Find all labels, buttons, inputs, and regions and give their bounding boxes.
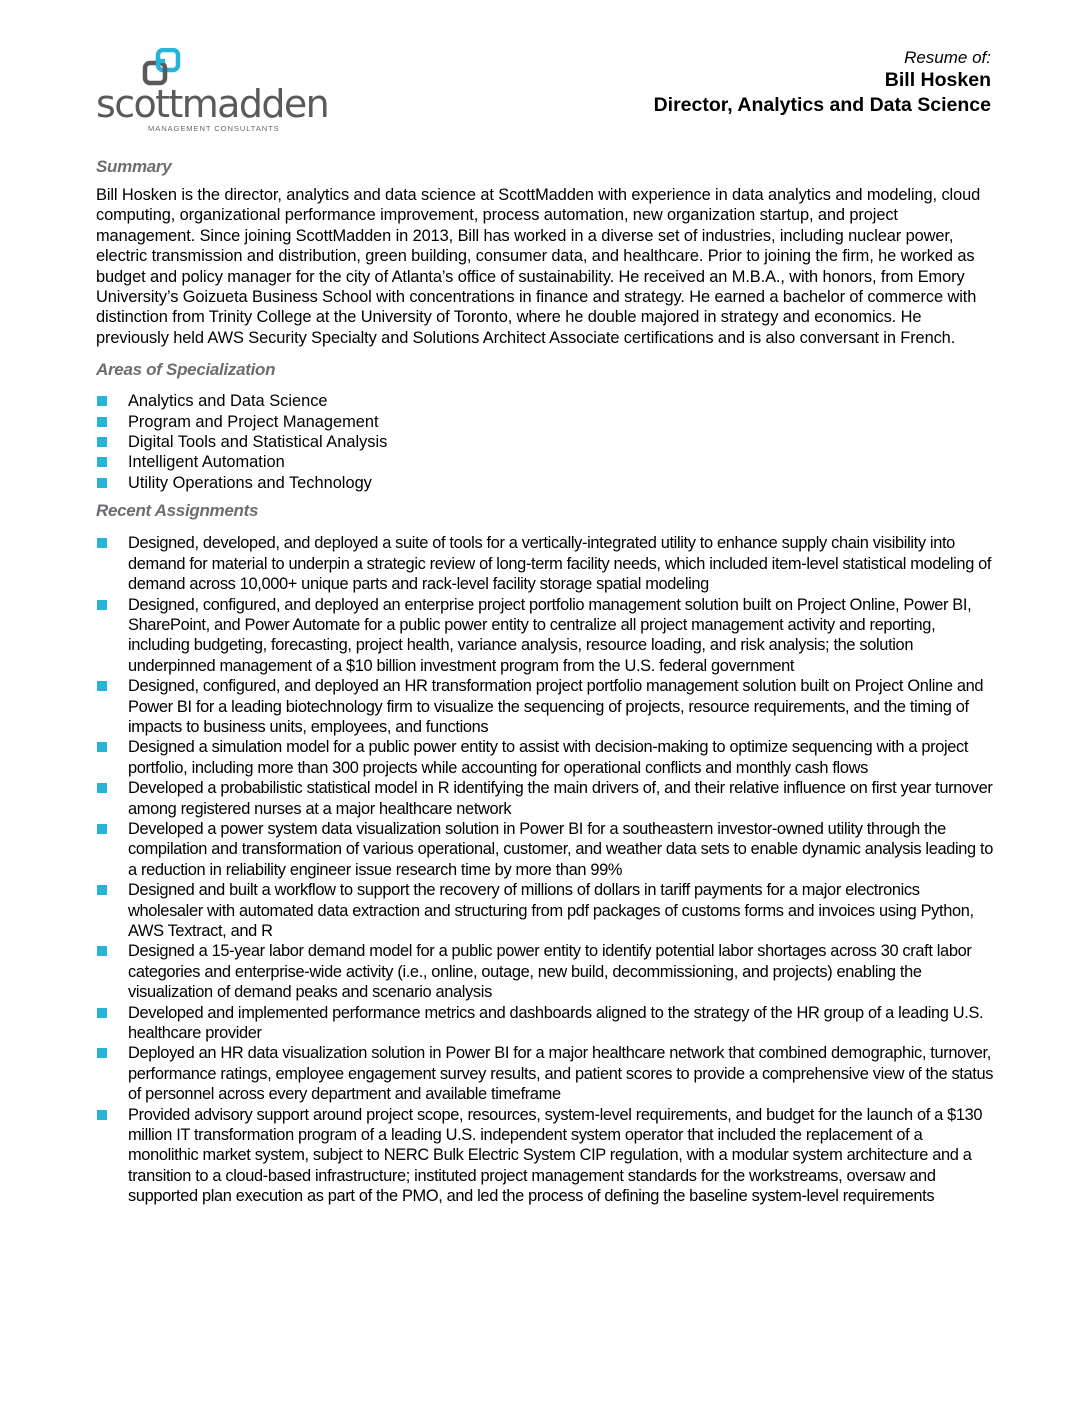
specialization-heading: Areas of Specialization	[96, 360, 276, 380]
square-bullet-icon	[97, 457, 107, 467]
list-item	[96, 432, 996, 452]
list-item	[96, 819, 996, 880]
specialization-list	[96, 391, 996, 493]
square-bullet-icon	[97, 600, 107, 610]
list-item-text: Designed a simulation model for a public power entity to assist with decision-making to optimize sequencing with a project portfolio, including more than 300 projects while accounting for operational conflicts and monthly cash flows	[128, 738, 969, 777]
summary-heading: Summary	[96, 157, 172, 176]
list-item	[96, 778, 996, 819]
list-item-text: Designed and built a workflow to support the recovery of millions of dollars in tariff payments for a major electronics wholesaler with automated data extraction and structuring from pdf packages of customs forms and invoices using Python, AWS Textract, and R	[128, 881, 974, 940]
resume-body	[96, 155, 996, 1207]
candidate-name: Bill Hosken	[884, 69, 991, 91]
resume-header	[654, 48, 991, 118]
square-bullet-icon	[97, 1048, 107, 1058]
square-bullet-icon	[97, 783, 107, 793]
list-item-text: Provided advisory support around project scope, resources, system-level requirements, and budget for the launch of a $130 million IT transformation program of a leading U.S. independent system operator that included the replacement of a monolithic market system, subject to NERC Bulk Electric System CIP regulation, with a modular system architecture and a transition to a cloud-based infrastructure; instituted project management standards for the workstreams, oversaw and supported plan execution as part of the PMO, and led the process of defining the baseline system-level requirements	[128, 1105, 983, 1206]
list-item-text: Developed a probabilistic statistical model in R identifying the main drivers of, and their relative influence on first year turnover among registered nurses at a major healthcare network	[128, 779, 993, 818]
candidate-title: Director, Analytics and Data Science	[653, 94, 991, 116]
square-bullet-icon	[97, 824, 107, 834]
list-item	[96, 1043, 996, 1104]
logo-wordmark: scottmadden	[96, 82, 329, 126]
company-logo	[96, 46, 329, 136]
square-bullet-icon	[97, 946, 107, 956]
list-item-text: Intelligent Automation	[128, 453, 285, 472]
assignments-list	[96, 533, 996, 1206]
square-bullet-icon	[97, 478, 107, 488]
list-item	[96, 473, 996, 493]
list-item-text: Deployed an HR data visualization solution in Power BI for a major healthcare network that combined demographic, turnover, performance ratings, employee engagement survey results, and patient scores to provide a comprehensive view of the status of personnel across every department and available timeframe	[128, 1044, 994, 1104]
list-item-text: Designed a 15-year labor demand model for a public power entity to identify potential labor shortages across 30 craft labor categories and enterprise-wide activity (i.e., online, outage, new build, decommissioning, and projects) enabling the visualization of demand peaks and scenario analysis	[128, 942, 972, 1002]
square-bullet-icon	[97, 1008, 107, 1018]
square-bullet-icon	[97, 1110, 107, 1120]
list-item-text: Developed a power system data visualization solution in Power BI for a southeastern investor-owned utility through the compilation and transformation of various operational, customer, and weather data sets to enable dynamic analysis leading to a reduction in reliability engineer issue research time by more than 99%	[128, 819, 993, 879]
list-item	[96, 737, 996, 778]
list-item-text: Developed and implemented performance metrics and dashboards aligned to the strategy of the HR group of a leading U.S. healthcare provider	[128, 1003, 984, 1043]
list-item	[96, 412, 996, 432]
square-bullet-icon	[97, 417, 107, 427]
list-item-text: Program and Project Management	[128, 412, 379, 431]
square-bullet-icon	[97, 885, 107, 895]
list-item-text: Designed, configured, and deployed an HR transformation project portfolio management solution built on Project Online and Power BI for a leading biotechnology firm to visualize the sequencing of projects, resource requirements, and the timing of impacts to business units, employees, and functions	[128, 677, 984, 736]
list-item	[96, 533, 996, 594]
list-item	[96, 1003, 996, 1044]
square-bullet-icon	[97, 437, 107, 447]
list-item	[96, 676, 996, 737]
summary-text: Bill Hosken is the director, analytics and data science at ScottMadden with experience in data analytics and modeling, cloud computing, organizational performance improvement, process automation, new organization startup, and project management. Since joining ScottMadden in 2013, Bill has worked in a diverse set of industries, including nuclear power, electric transmission and distribution, green building, consumer data, and healthcare. Prior to joining the firm, he worked as budget and policy manager for the city of Atlanta’s office of sustainability. He received an M.B.A., with honors, from Emory University’s Goizueta Business School with concentrations in finance and strategy. He earned a bachelor of commerce with distinction from Trinity College at the University of Toronto, where he double majored in strategy and economics. He previously held AWS Security Specialty and Solutions Architect Associate certifications and is also conversant in French.	[96, 186, 981, 347]
list-item-text: Digital Tools and Statistical Analysis	[128, 433, 388, 452]
list-item	[96, 391, 996, 411]
list-item-text: Designed, configured, and deployed an enterprise project portfolio management solution built on Project Online, Power BI, SharePoint, and Power Automate for a public power entity to centralize all project management activity and reporting, including budgeting, forecasting, project health, variance analysis, resource loading, and risk analysis; the solution underpinned management of a $10 billion investment program from the U.S. federal government	[128, 595, 972, 675]
square-bullet-icon	[97, 742, 107, 752]
square-bullet-icon	[97, 396, 107, 406]
list-item	[96, 941, 996, 1002]
list-item	[96, 452, 996, 472]
list-item	[96, 595, 996, 677]
square-bullet-icon	[97, 681, 107, 691]
list-item-text: Designed, developed, and deployed a suite of tools for a vertically-integrated utility to enhance supply chain visibility into demand for material to underpin a strategic review of long-term facility needs, which included item-level statistical modeling of demand across 10,000+ unique parts and rack-level facility storage spatial modeling	[128, 534, 992, 594]
assignments-heading: Recent Assignments	[96, 501, 259, 521]
logo-tagline: MANAGEMENT CONSULTANTS	[148, 124, 280, 133]
list-item-text: Analytics and Data Science	[128, 392, 328, 411]
list-item	[96, 880, 996, 941]
resume-of-label: Resume of:	[904, 48, 991, 67]
list-item	[96, 1105, 996, 1207]
list-item-text: Utility Operations and Technology	[128, 473, 372, 492]
square-bullet-icon	[97, 538, 107, 548]
